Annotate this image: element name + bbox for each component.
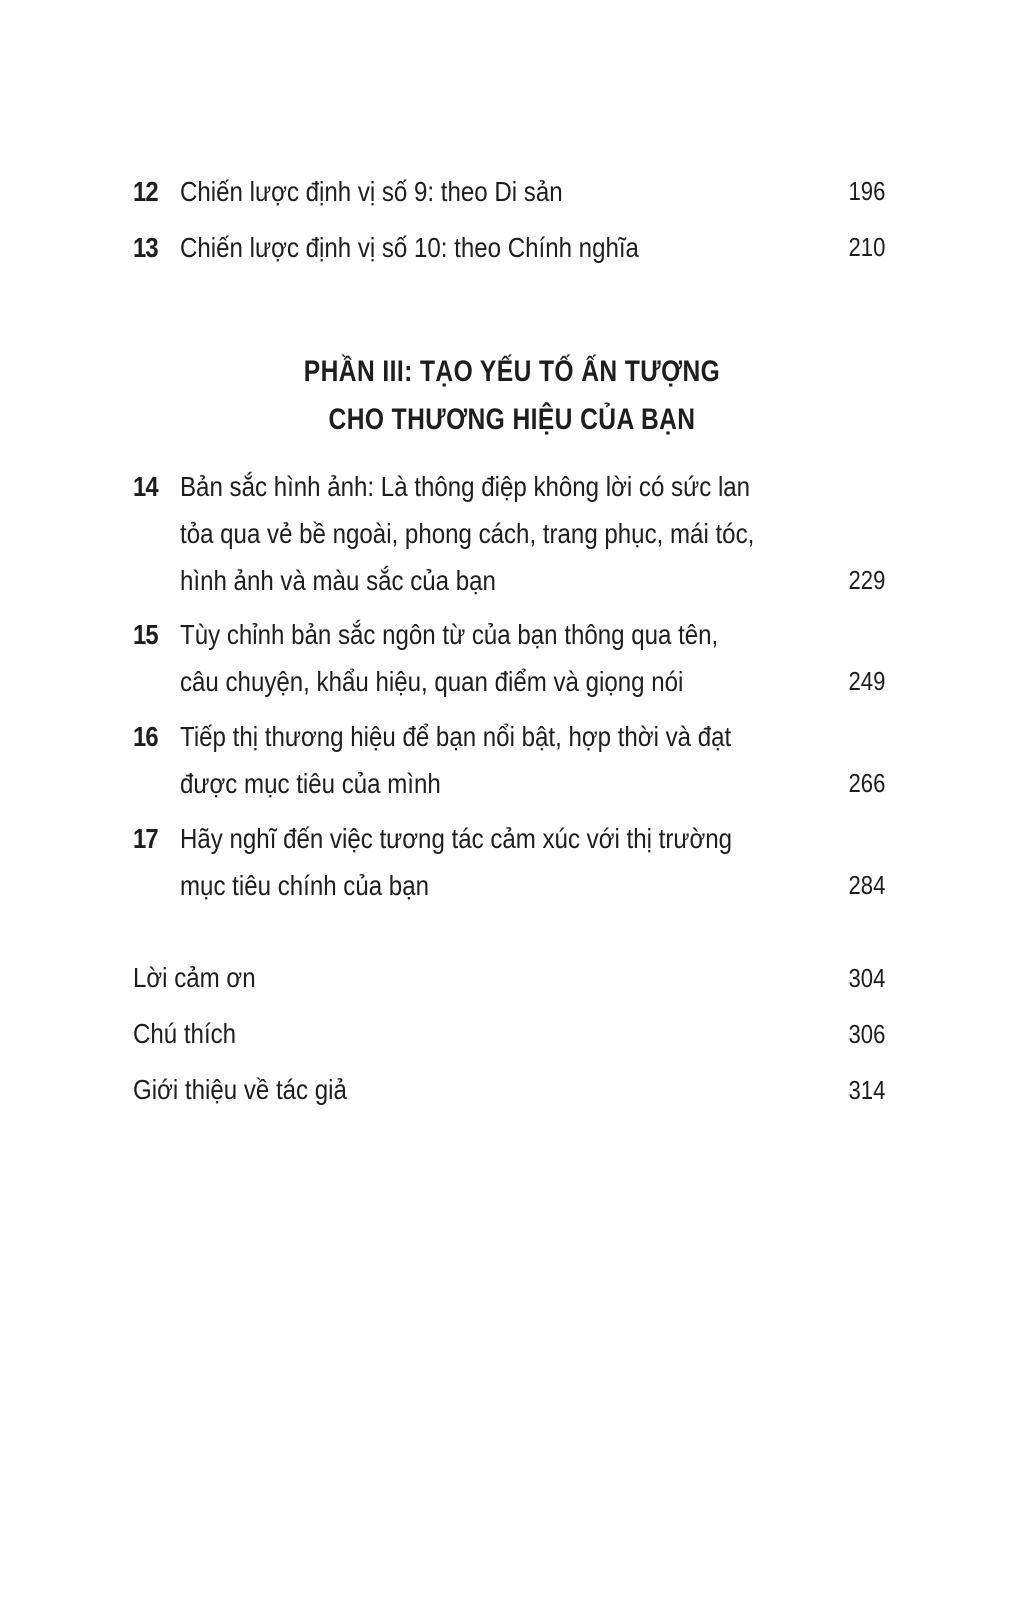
chapter-number: 17 <box>133 823 158 854</box>
chapter-title <box>180 463 808 604</box>
chapter-number: 13 <box>133 232 158 263</box>
chapter-title <box>180 713 808 807</box>
chapter-title-line: Tùy chỉnh bản sắc ngôn từ của bạn thông qua tên, <box>180 619 719 650</box>
page-number: 284 <box>848 870 885 900</box>
page-number: 229 <box>848 565 885 595</box>
toc-entry-chapter-12[interactable] <box>133 168 885 215</box>
chapter-number: 14 <box>133 471 158 502</box>
page-number: 249 <box>848 666 885 696</box>
toc-entry-chapter-14[interactable] <box>133 463 885 604</box>
back-matter-title: Giới thiệu về tác giả <box>133 1074 347 1105</box>
chapter-title-line: Bản sắc hình ảnh: Là thông điệp không lời có sức lan <box>180 471 751 502</box>
back-matter-title: Chú thích <box>133 1018 237 1049</box>
chapter-title <box>180 611 808 705</box>
part-heading-line: PHẦN III: TẠO YẾU TỐ ẤN TƯỢNG <box>303 355 721 388</box>
chapter-number: 16 <box>133 721 158 752</box>
page-number: 196 <box>848 176 885 206</box>
toc-entry-chapter-13[interactable] <box>133 224 885 271</box>
chapter-title-line: câu chuyện, khẩu hiệu, quan điểm và giọng nói <box>180 666 684 697</box>
chapter-title-line: Tiếp thị thương hiệu để bạn nổi bật, hợp thời và đạt <box>180 721 732 752</box>
chapter-title <box>180 815 808 909</box>
page-number: 304 <box>848 963 885 993</box>
chapter-title-line: tỏa qua vẻ bề ngoài, phong cách, trang phục, mái tóc, <box>180 518 755 549</box>
toc-entry-notes[interactable] <box>133 1014 885 1054</box>
part-3-heading <box>92 348 932 444</box>
chapter-title <box>180 168 808 215</box>
chapter-number: 15 <box>133 619 158 650</box>
chapter-number: 12 <box>133 176 158 207</box>
toc-entry-about-author[interactable] <box>133 1070 885 1110</box>
chapter-title <box>180 224 808 271</box>
page-number: 210 <box>848 232 885 262</box>
chapter-title-line: Hãy nghĩ đến việc tương tác cảm xúc với thị trường <box>180 823 733 854</box>
chapter-title-line: mục tiêu chính của bạn <box>180 870 429 901</box>
chapter-title-line: hình ảnh và màu sắc của bạn <box>180 565 496 596</box>
chapter-title-line: Chiến lược định vị số 9: theo Di sản <box>180 176 563 207</box>
chapter-title-line: được mục tiêu của mình <box>180 768 441 799</box>
page-number: 314 <box>848 1075 885 1105</box>
toc-entry-chapter-16[interactable] <box>133 713 885 807</box>
back-matter-title: Lời cảm ơn <box>133 962 256 993</box>
toc-entry-chapter-15[interactable] <box>133 611 885 705</box>
chapter-title-line: Chiến lược định vị số 10: theo Chính nghĩa <box>180 232 639 263</box>
page-number: 266 <box>848 768 885 798</box>
page-number: 306 <box>848 1019 885 1049</box>
part-heading-line: CHO THƯƠNG HIỆU CỦA BẠN <box>328 403 696 436</box>
toc-entry-acknowledgements[interactable] <box>133 958 885 998</box>
toc-entry-chapter-17[interactable] <box>133 815 885 909</box>
